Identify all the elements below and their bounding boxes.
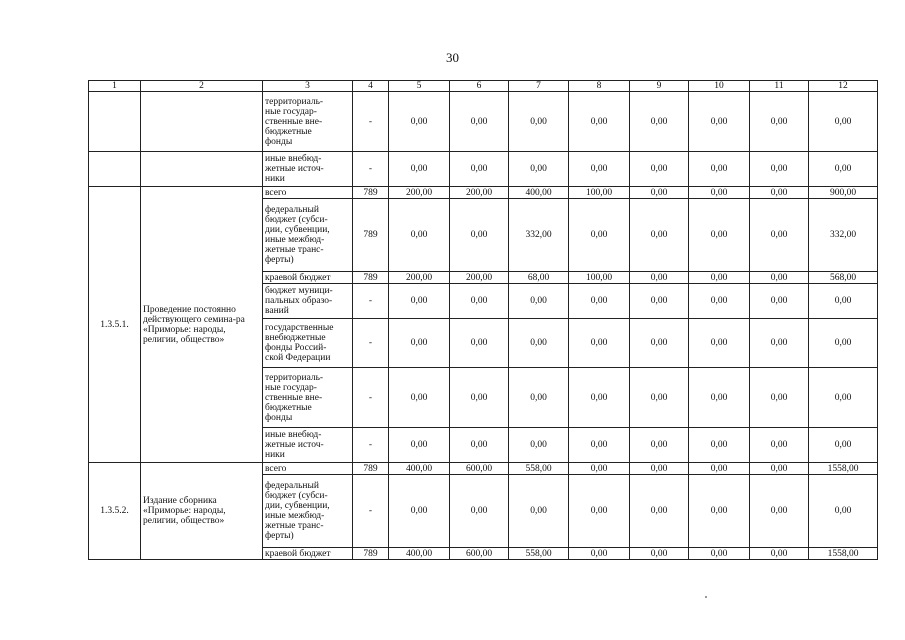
total-cell: 1558,00 — [809, 548, 878, 560]
code-cell: - — [353, 475, 389, 548]
value-cell: 0,00 — [750, 152, 809, 187]
value-cell: 0,00 — [569, 319, 630, 368]
value-cell: 0,00 — [689, 199, 750, 272]
funding-source-cell: всего — [263, 187, 353, 199]
value-cell: 200,00 — [450, 187, 509, 199]
code-cell: - — [353, 152, 389, 187]
value-cell: 0,00 — [689, 368, 750, 428]
row-code-cell — [89, 152, 141, 187]
value-cell: 0,00 — [689, 475, 750, 548]
column-header: 1 — [89, 81, 141, 92]
total-cell: 0,00 — [809, 368, 878, 428]
value-cell: 0,00 — [630, 272, 689, 284]
code-cell: 789 — [353, 272, 389, 284]
column-header: 3 — [263, 81, 353, 92]
value-cell: 0,00 — [450, 428, 509, 463]
total-cell: 1558,00 — [809, 463, 878, 475]
value-cell: 400,00 — [389, 548, 450, 560]
column-header: 4 — [353, 81, 389, 92]
funding-source-cell: территориаль- ные государ- ственные вне- бюджетные фонды — [263, 92, 353, 152]
value-cell: 400,00 — [509, 187, 569, 199]
value-cell: 0,00 — [750, 319, 809, 368]
value-cell: 0,00 — [750, 463, 809, 475]
value-cell: 0,00 — [509, 428, 569, 463]
table-row — [89, 187, 878, 199]
table-row — [89, 152, 878, 187]
column-header: 12 — [809, 81, 878, 92]
value-cell: 0,00 — [569, 92, 630, 152]
value-cell: 68,00 — [509, 272, 569, 284]
value-cell: 0,00 — [630, 152, 689, 187]
value-cell: 0,00 — [450, 368, 509, 428]
code-cell: - — [353, 368, 389, 428]
value-cell: 332,00 — [509, 199, 569, 272]
value-cell: 0,00 — [389, 428, 450, 463]
value-cell: 0,00 — [389, 368, 450, 428]
value-cell: 0,00 — [689, 272, 750, 284]
column-header: 11 — [750, 81, 809, 92]
value-cell: 558,00 — [509, 463, 569, 475]
budget-table — [88, 80, 878, 560]
value-cell: 0,00 — [389, 284, 450, 319]
value-cell: 0,00 — [630, 187, 689, 199]
funding-source-cell: территориаль- ные государ- ственные вне- бюджетные фонды — [263, 368, 353, 428]
scan-speck — [705, 596, 707, 598]
value-cell: 600,00 — [450, 548, 509, 560]
total-cell: 568,00 — [809, 272, 878, 284]
total-cell: 0,00 — [809, 475, 878, 548]
value-cell: 0,00 — [509, 92, 569, 152]
funding-source-cell: иные внебюд- жетные источ- ники — [263, 152, 353, 187]
value-cell: 0,00 — [750, 548, 809, 560]
value-cell: 0,00 — [630, 92, 689, 152]
event-name-cell — [141, 92, 263, 152]
code-cell: - — [353, 428, 389, 463]
value-cell: 0,00 — [389, 319, 450, 368]
page-number: 30 — [446, 50, 459, 65]
value-cell: 0,00 — [509, 368, 569, 428]
value-cell: 0,00 — [450, 92, 509, 152]
total-cell: 0,00 — [809, 284, 878, 319]
value-cell: 0,00 — [689, 187, 750, 199]
table-row — [89, 92, 878, 152]
funding-source-cell: федеральный бюджет (субси- дии, субвенции, иные межбюд- жетные транс- ферты) — [263, 475, 353, 548]
column-header: 2 — [141, 81, 263, 92]
value-cell: 0,00 — [750, 428, 809, 463]
value-cell: 0,00 — [630, 548, 689, 560]
value-cell: 0,00 — [509, 475, 569, 548]
value-cell: 0,00 — [689, 319, 750, 368]
total-cell: 332,00 — [809, 199, 878, 272]
funding-source-cell: краевой бюджет — [263, 272, 353, 284]
code-cell: 789 — [353, 199, 389, 272]
value-cell: 0,00 — [450, 152, 509, 187]
event-name-cell: Издание сборника «Приморье: народы, религии, общество» — [141, 463, 263, 560]
value-cell: 0,00 — [750, 284, 809, 319]
value-cell: 0,00 — [569, 428, 630, 463]
value-cell: 0,00 — [569, 152, 630, 187]
value-cell: 0,00 — [630, 284, 689, 319]
code-cell: - — [353, 319, 389, 368]
value-cell: 0,00 — [569, 199, 630, 272]
value-cell: 0,00 — [569, 548, 630, 560]
column-header: 6 — [450, 81, 509, 92]
code-cell: 789 — [353, 548, 389, 560]
value-cell: 600,00 — [450, 463, 509, 475]
event-name-cell — [141, 152, 263, 187]
value-cell: 0,00 — [689, 284, 750, 319]
value-cell: 0,00 — [689, 463, 750, 475]
row-code-cell — [89, 92, 141, 152]
value-cell: 0,00 — [389, 199, 450, 272]
value-cell: 200,00 — [389, 187, 450, 199]
column-header: 9 — [630, 81, 689, 92]
value-cell: 400,00 — [389, 463, 450, 475]
code-cell: - — [353, 284, 389, 319]
funding-source-cell: государственные внебюджетные фонды Россий- ской Федерации — [263, 319, 353, 368]
row-code-cell: 1.3.5.2. — [89, 463, 141, 560]
value-cell: 0,00 — [750, 475, 809, 548]
column-header: 10 — [689, 81, 750, 92]
funding-source-cell: иные внебюд- жетные источ- ники — [263, 428, 353, 463]
value-cell: 0,00 — [450, 199, 509, 272]
value-cell: 0,00 — [689, 548, 750, 560]
code-cell: - — [353, 92, 389, 152]
value-cell: 0,00 — [630, 463, 689, 475]
funding-source-cell: всего — [263, 463, 353, 475]
value-cell: 0,00 — [630, 475, 689, 548]
total-cell: 0,00 — [809, 92, 878, 152]
value-cell: 0,00 — [509, 284, 569, 319]
value-cell: 0,00 — [689, 92, 750, 152]
total-cell: 0,00 — [809, 428, 878, 463]
value-cell: 0,00 — [689, 152, 750, 187]
table-row — [89, 463, 878, 475]
column-header: 7 — [509, 81, 569, 92]
code-cell: 789 — [353, 463, 389, 475]
value-cell: 0,00 — [750, 368, 809, 428]
value-cell: 0,00 — [750, 272, 809, 284]
value-cell: 0,00 — [509, 319, 569, 368]
value-cell: 0,00 — [750, 199, 809, 272]
value-cell: 0,00 — [689, 428, 750, 463]
value-cell: 0,00 — [389, 92, 450, 152]
value-cell: 100,00 — [569, 272, 630, 284]
funding-source-cell: краевой бюджет — [263, 548, 353, 560]
value-cell: 0,00 — [569, 368, 630, 428]
value-cell: 0,00 — [569, 284, 630, 319]
value-cell: 0,00 — [630, 428, 689, 463]
value-cell: 0,00 — [750, 92, 809, 152]
row-code-cell: 1.3.5.1. — [89, 187, 141, 463]
value-cell: 0,00 — [750, 187, 809, 199]
total-cell: 0,00 — [809, 319, 878, 368]
total-cell: 900,00 — [809, 187, 878, 199]
value-cell: 558,00 — [509, 548, 569, 560]
header-row — [89, 81, 878, 92]
value-cell: 0,00 — [450, 284, 509, 319]
value-cell: 0,00 — [569, 475, 630, 548]
value-cell: 0,00 — [389, 475, 450, 548]
value-cell: 0,00 — [509, 152, 569, 187]
value-cell: 0,00 — [630, 199, 689, 272]
event-name-cell: Проведение постоянно действующего семина-ра «Приморье: народы, религии, общество» — [141, 187, 263, 463]
value-cell: 0,00 — [389, 152, 450, 187]
value-cell: 0,00 — [630, 368, 689, 428]
value-cell: 0,00 — [630, 319, 689, 368]
value-cell: 0,00 — [569, 463, 630, 475]
value-cell: 200,00 — [389, 272, 450, 284]
column-header: 5 — [389, 81, 450, 92]
value-cell: 200,00 — [450, 272, 509, 284]
funding-source-cell: федеральный бюджет (субси- дии, субвенции, иные межбюд- жетные транс- ферты) — [263, 199, 353, 272]
total-cell: 0,00 — [809, 152, 878, 187]
column-header: 8 — [569, 81, 630, 92]
code-cell: 789 — [353, 187, 389, 199]
value-cell: 0,00 — [450, 319, 509, 368]
funding-source-cell: бюджет муници- пальных образо- ваний — [263, 284, 353, 319]
value-cell: 0,00 — [450, 475, 509, 548]
value-cell: 100,00 — [569, 187, 630, 199]
